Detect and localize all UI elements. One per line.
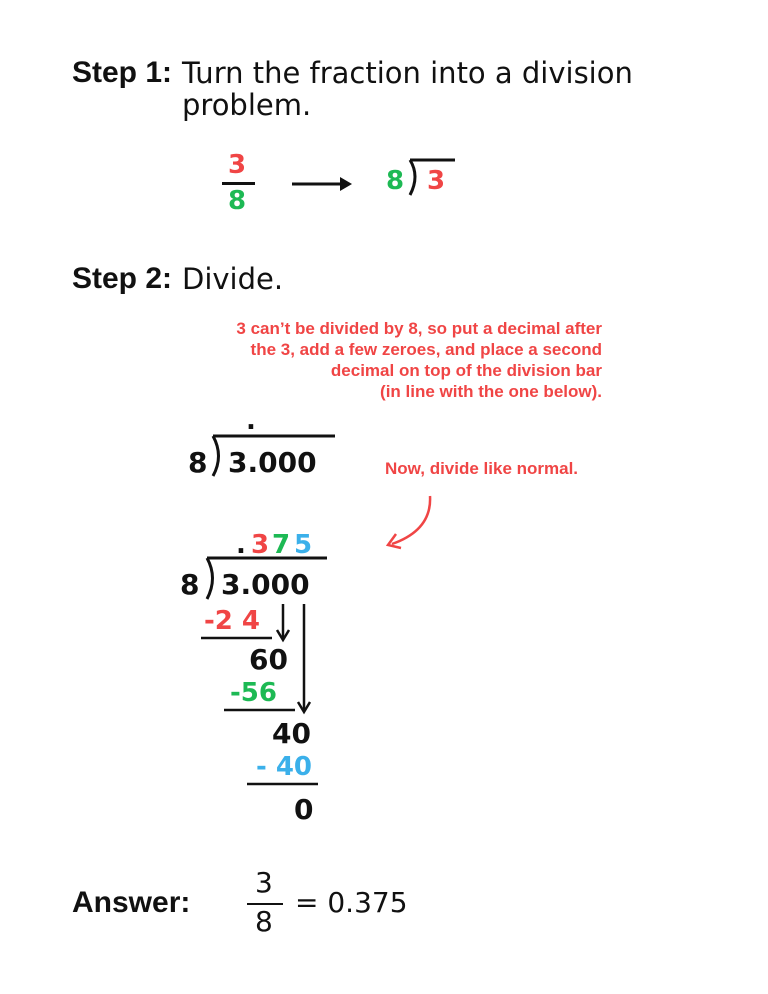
step2-text: Divide.: [182, 262, 284, 296]
divide-hint: Now, divide like normal.: [385, 459, 579, 478]
setup-divisor: 8: [386, 166, 405, 196]
subtraction-1: -2 4: [204, 606, 261, 636]
note-line: decimal on top of the division bar: [330, 361, 602, 380]
answer-label: Answer:: [72, 886, 191, 919]
step2-label: Step 2:: [72, 262, 173, 295]
setup-dividend: 3: [427, 166, 446, 196]
first-divisor: 8: [188, 446, 208, 479]
long-divisor: 8: [180, 568, 200, 601]
note-line: the 3, add a few zeroes, and place a second: [250, 340, 602, 359]
quotient-digit: 7: [272, 530, 291, 560]
note-line: (in line with the one below).: [380, 382, 602, 401]
first-dividend: 3.000: [228, 446, 317, 479]
quotient-digit: 5: [294, 530, 313, 560]
remainder-2: 40: [272, 717, 311, 750]
step1-text-line2: problem.: [182, 88, 312, 122]
remainder-1: 60: [249, 643, 288, 676]
subtraction-3: - 40: [256, 752, 313, 782]
step1-text-line1: Turn the fraction into a division: [182, 56, 633, 90]
quotient-point: .: [236, 530, 246, 560]
answer-numerator: 3: [255, 866, 273, 899]
remainder-3: 0: [294, 793, 314, 826]
answer-denominator: 8: [255, 905, 273, 938]
answer-result: = 0.375: [295, 886, 408, 919]
note-line: 3 can’t be divided by 8, so put a decimal after: [236, 319, 602, 338]
fraction-numerator: 3: [228, 150, 247, 180]
quotient-digit: 3: [251, 530, 270, 560]
fraction-denominator: 8: [228, 186, 247, 216]
subtraction-2: -56: [230, 678, 277, 708]
step1-label: Step 1:: [72, 56, 173, 89]
first-quotient-point: .: [246, 406, 256, 436]
long-dividend: 3.000: [221, 568, 310, 601]
